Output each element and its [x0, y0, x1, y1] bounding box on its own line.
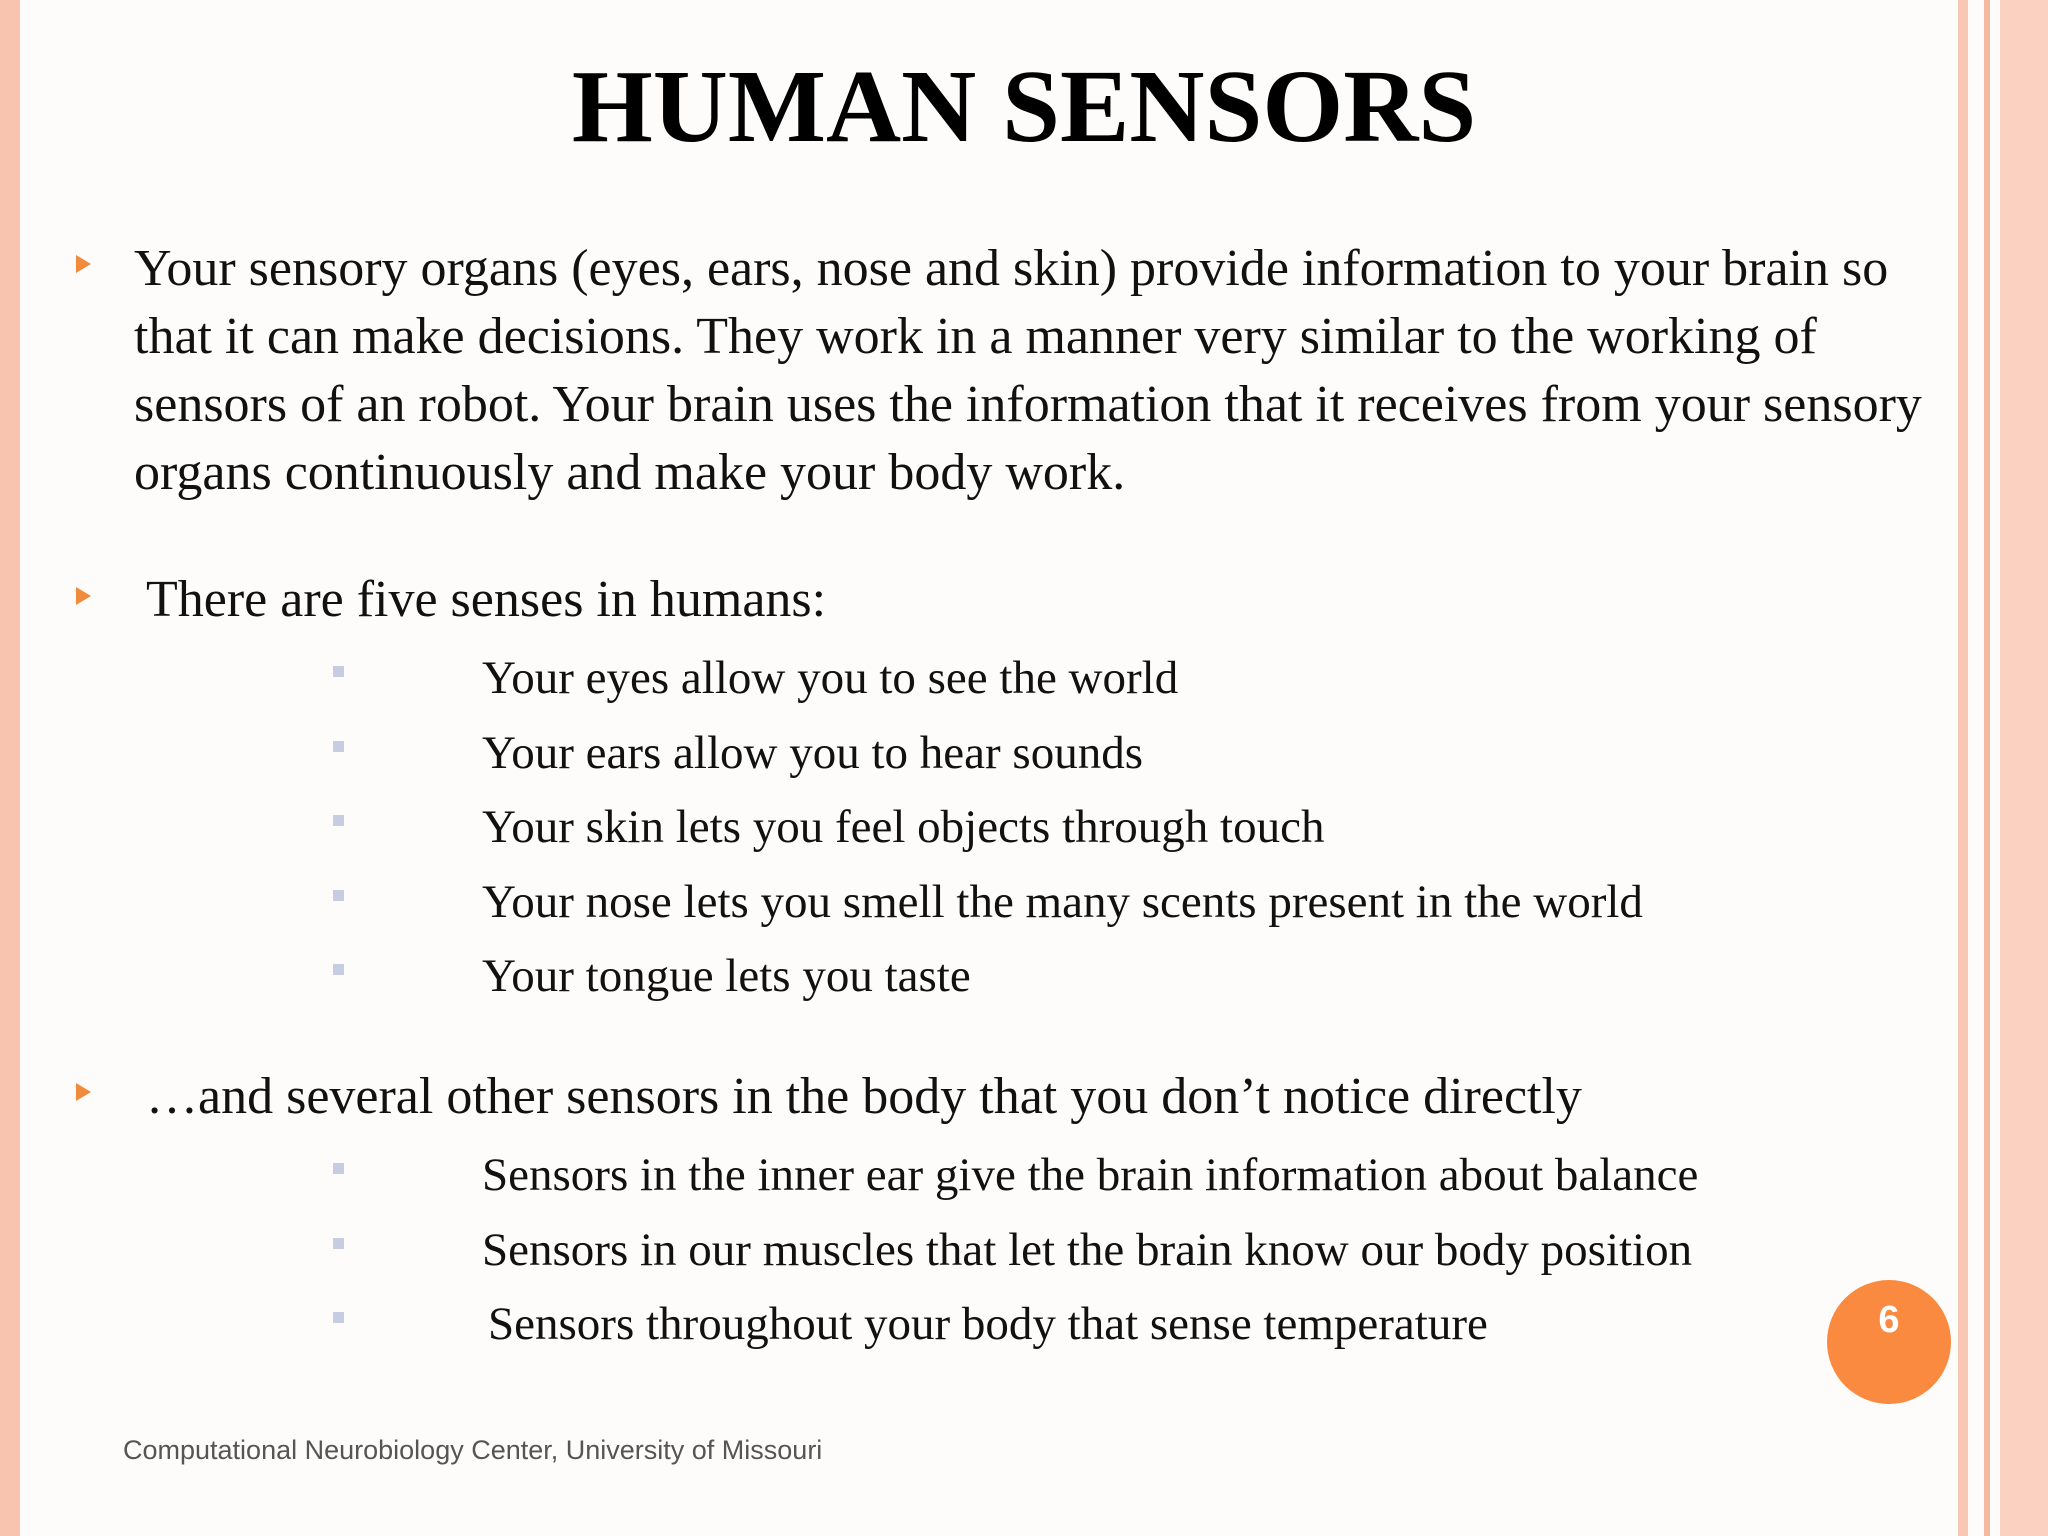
square-bullet-icon [333, 815, 344, 826]
square-bullet-icon [333, 1312, 344, 1323]
square-bullet-icon [333, 741, 344, 752]
bullet-heading-five-senses: There are five senses in humans: [146, 571, 827, 628]
slide-title: HUMAN SENSORS [571, 49, 1477, 164]
list-item: Your skin lets you feel objects through touch [482, 801, 1325, 853]
list-item: Your nose lets you smell the many scents present in the world [482, 876, 1643, 928]
square-bullet-icon [333, 890, 344, 901]
square-bullet-icon [333, 1163, 344, 1174]
list-item: Your tongue lets you taste [482, 950, 971, 1002]
orange-triangle-bullet-icon [76, 587, 91, 605]
list-item: Sensors throughout your body that sense temperature [488, 1298, 1488, 1350]
right-decorative-stripe [1958, 0, 1968, 1536]
list-item: Sensors in our muscles that let the brain know our body position [482, 1224, 1693, 1276]
list-item: Sensors in the inner ear give the brain information about balance [482, 1149, 1699, 1201]
orange-triangle-bullet-icon [76, 1083, 91, 1101]
square-bullet-icon [333, 964, 344, 975]
left-decorative-stripe [0, 0, 20, 1536]
footer-text: Computational Neurobiology Center, University of Missouri [123, 1435, 823, 1465]
square-bullet-icon [333, 1238, 344, 1249]
bullet-paragraph: Your sensory organs (eyes, ears, nose and skin) provide information to your brain so that it can make decisions. They work in a manner very similar to the working of sensors of an robot. Your brain uses the information that it receives from your sensory organs continuously and make your body work. [134, 240, 1922, 501]
page-number-badge: 6 [1827, 1280, 1951, 1404]
list-item: Your ears allow you to hear sounds [482, 727, 1143, 779]
square-bullet-icon [333, 666, 344, 677]
orange-triangle-bullet-icon [76, 255, 91, 273]
list-item: Your eyes allow you to see the world [482, 652, 1179, 704]
right-decorative-stripe [1984, 0, 1990, 1536]
right-decorative-stripe [2000, 0, 2048, 1536]
bullet-heading-other-sensors: …and several other sensors in the body that you don’t notice directly [146, 1068, 1582, 1125]
